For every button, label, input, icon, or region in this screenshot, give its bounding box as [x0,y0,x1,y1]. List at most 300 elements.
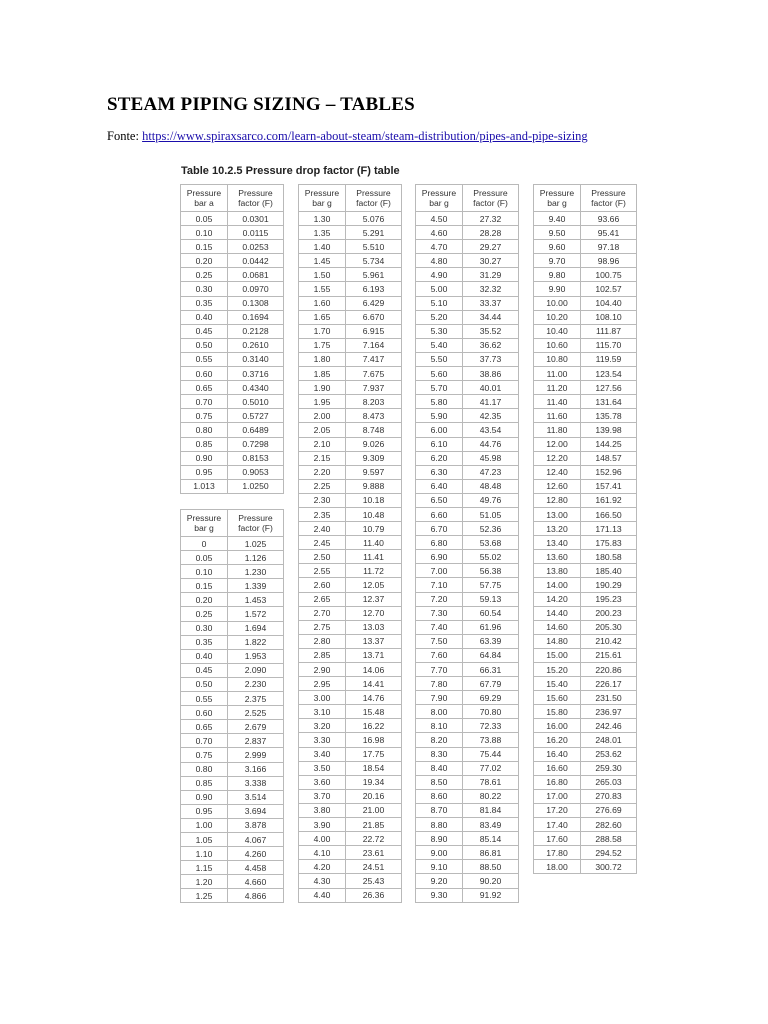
factor-cell: 13.71 [346,648,402,662]
table-row [534,803,637,817]
table-row [299,846,402,860]
table-row [534,395,637,409]
table-row [534,677,637,691]
factor-cell: 2.375 [228,692,284,706]
table-row [181,212,284,226]
table-row [534,226,637,240]
table-row [534,254,637,268]
pressure-cell: 2.90 [299,663,346,677]
factor-cell: 21.00 [346,803,402,817]
table-row [181,720,284,734]
table-row [534,536,637,550]
pressure-cell: 6.70 [416,522,463,536]
table-header-row [299,185,402,212]
table-row [416,888,519,902]
pressure-cell: 2.80 [299,634,346,648]
factor-cell: 282.60 [581,818,637,832]
factor-cell: 1.694 [228,621,284,635]
pressure-cell: 10.40 [534,324,581,338]
table-row [181,734,284,748]
pressure-cell: 9.80 [534,268,581,282]
factor-cell: 0.3716 [228,367,284,381]
table-row [534,324,637,338]
table-row [416,226,519,240]
header-pressure-factor: Pressure factor (F) [228,185,284,212]
pressure-cell: 0.75 [181,409,228,423]
factor-cell: 37.73 [463,352,519,366]
table-row [299,536,402,550]
table-row [416,761,519,775]
pressure-cell: 6.90 [416,550,463,564]
pressure-cell: 0.80 [181,762,228,776]
pressure-cell: 9.50 [534,226,581,240]
table-row [181,395,284,409]
table-row [181,621,284,635]
factor-cell: 3.878 [228,818,284,832]
pressure-cell: 2.60 [299,578,346,592]
pressure-cell: 0 [181,537,228,551]
pressure-cell: 5.60 [416,367,463,381]
pressure-cell: 0.05 [181,212,228,226]
pressure-cell: 10.80 [534,352,581,366]
factor-cell: 171.13 [581,522,637,536]
header-pressure: Pressure bar g [181,510,228,537]
table-row [416,282,519,296]
table-row [534,493,637,507]
table-row [299,747,402,761]
pressure-cell: 13.80 [534,564,581,578]
pressure-cell: 12.00 [534,437,581,451]
factor-cell: 226.17 [581,677,637,691]
pressure-cell: 0.10 [181,226,228,240]
pressure-cell: 9.10 [416,860,463,874]
factor-cell: 180.58 [581,550,637,564]
pressure-cell: 1.25 [181,889,228,903]
factor-cell: 5.291 [346,226,402,240]
factor-cell: 4.067 [228,832,284,846]
pressure-cell: 2.30 [299,493,346,507]
pressure-cell: 10.60 [534,338,581,352]
pressure-cell: 9.70 [534,254,581,268]
table-row [416,846,519,860]
pressure-table-bar-g-1 [180,509,284,903]
factor-cell: 4.458 [228,861,284,875]
table-row [299,465,402,479]
pressure-cell: 11.40 [534,395,581,409]
pressure-cell: 12.40 [534,465,581,479]
factor-cell: 102.57 [581,282,637,296]
pressure-cell: 16.40 [534,747,581,761]
pressure-cell: 3.90 [299,818,346,832]
table-row [299,691,402,705]
table-row [181,607,284,621]
pressure-cell: 1.10 [181,847,228,861]
factor-cell: 6.193 [346,282,402,296]
factor-cell: 7.675 [346,367,402,381]
table-row [416,705,519,719]
factor-cell: 85.14 [463,832,519,846]
pressure-table-bar-g-3 [415,184,519,903]
factor-cell: 61.96 [463,620,519,634]
factor-cell: 86.81 [463,846,519,860]
table-row [299,775,402,789]
table-row [181,296,284,310]
table-header-row [181,510,284,537]
pressure-cell: 7.70 [416,663,463,677]
pressure-cell: 7.00 [416,564,463,578]
table-row [416,437,519,451]
table-row [299,296,402,310]
pressure-cell: 8.80 [416,818,463,832]
factor-cell: 75.44 [463,747,519,761]
factor-cell: 5.510 [346,240,402,254]
table-row [416,606,519,620]
pressure-cell: 14.80 [534,634,581,648]
pressure-cell: 5.90 [416,409,463,423]
table-row [534,296,637,310]
pressure-cell: 17.00 [534,789,581,803]
factor-cell: 12.37 [346,592,402,606]
pressure-cell: 5.40 [416,338,463,352]
table-row [299,761,402,775]
pressure-cell: 5.00 [416,282,463,296]
table-row [534,310,637,324]
factor-cell: 31.29 [463,268,519,282]
factor-cell: 0.5727 [228,409,284,423]
table-row [534,761,637,775]
factor-cell: 11.41 [346,550,402,564]
table-row [299,479,402,493]
pressure-cell: 9.90 [534,282,581,296]
factor-cell: 25.43 [346,874,402,888]
pressure-cell: 8.90 [416,832,463,846]
table-row [299,324,402,338]
factor-cell: 21.85 [346,818,402,832]
pressure-table-bar-g-2 [298,184,402,903]
pressure-cell: 14.40 [534,606,581,620]
table-row [299,592,402,606]
table-row [416,803,519,817]
pressure-cell: 15.20 [534,663,581,677]
pressure-cell: 0.65 [181,720,228,734]
table-row [534,409,637,423]
pressure-cell: 17.40 [534,818,581,832]
pressure-cell: 16.60 [534,761,581,775]
pressure-cell: 9.00 [416,846,463,860]
pressure-cell: 5.30 [416,324,463,338]
factor-cell: 11.40 [346,536,402,550]
table-row [299,381,402,395]
factor-cell: 8.748 [346,423,402,437]
pressure-cell: 0.75 [181,748,228,762]
pressure-cell: 9.20 [416,874,463,888]
pressure-cell: 0.70 [181,395,228,409]
pressure-cell: 0.35 [181,635,228,649]
pressure-cell: 0.25 [181,268,228,282]
factor-cell: 9.309 [346,451,402,465]
table-row [299,423,402,437]
table-row [299,874,402,888]
factor-cell: 1.822 [228,635,284,649]
source-label: Fonte: [107,129,143,143]
pressure-cell: 1.40 [299,240,346,254]
table-row [534,381,637,395]
pressure-cell: 7.60 [416,648,463,662]
table-row [299,832,402,846]
pressure-cell: 8.20 [416,733,463,747]
table-row [416,367,519,381]
table-row [416,719,519,733]
pressure-cell: 3.20 [299,719,346,733]
table-row [299,338,402,352]
pressure-cell: 2.85 [299,648,346,662]
factor-cell: 13.03 [346,620,402,634]
table-row [299,564,402,578]
table-row [299,310,402,324]
factor-cell: 205.30 [581,620,637,634]
factor-cell: 139.98 [581,423,637,437]
pressure-cell: 1.50 [299,268,346,282]
pressure-cell: 0.60 [181,706,228,720]
factor-cell: 88.50 [463,860,519,874]
table-row [534,705,637,719]
pressure-cell: 9.40 [534,212,581,226]
pressure-cell: 2.75 [299,620,346,634]
pressure-cell: 1.15 [181,861,228,875]
pressure-cell: 4.50 [416,212,463,226]
table-row [181,465,284,479]
pressure-cell: 6.00 [416,423,463,437]
table-row [181,565,284,579]
factor-cell: 2.837 [228,734,284,748]
table-row [181,861,284,875]
pressure-cell: 7.80 [416,677,463,691]
pressure-cell: 8.00 [416,705,463,719]
factor-cell: 135.78 [581,409,637,423]
table-row [299,240,402,254]
table-row [299,719,402,733]
table-row [181,804,284,818]
table-row [534,423,637,437]
table-row [534,564,637,578]
pressure-cell: 1.70 [299,324,346,338]
factor-cell: 53.68 [463,536,519,550]
factor-cell: 0.9053 [228,465,284,479]
factor-cell: 70.80 [463,705,519,719]
factor-cell: 5.961 [346,268,402,282]
factor-cell: 66.31 [463,663,519,677]
source-link[interactable]: https://www.spiraxsarco.com/learn-about-steam/steam-distribution/pipes-and-pipe-sizing [142,129,588,143]
pressure-cell: 5.70 [416,381,463,395]
factor-cell: 93.66 [581,212,637,226]
pressure-cell: 0.10 [181,565,228,579]
table-row [416,338,519,352]
pressure-cell: 2.45 [299,536,346,550]
factor-cell: 152.96 [581,465,637,479]
pressure-cell: 2.50 [299,550,346,564]
table-row [534,719,637,733]
table-row [181,677,284,691]
factor-cell: 52.36 [463,522,519,536]
table-row [534,465,637,479]
pressure-cell: 2.25 [299,479,346,493]
table-row [534,352,637,366]
pressure-cell: 0.05 [181,551,228,565]
table-row [416,409,519,423]
pressure-cell: 1.55 [299,282,346,296]
table-row [416,310,519,324]
table-row [416,395,519,409]
table-caption: Table 10.2.5 Pressure drop factor (F) table [181,165,400,177]
table-row [299,789,402,803]
pressure-cell: 8.70 [416,803,463,817]
table-row [416,479,519,493]
factor-cell: 248.01 [581,733,637,747]
table-row [181,593,284,607]
factor-cell: 72.33 [463,719,519,733]
factor-cell: 236.97 [581,705,637,719]
factor-cell: 123.54 [581,367,637,381]
pressure-cell: 13.20 [534,522,581,536]
factor-cell: 6.670 [346,310,402,324]
pressure-cell: 17.20 [534,803,581,817]
factor-cell: 0.0301 [228,212,284,226]
pressure-cell: 0.90 [181,451,228,465]
pressure-cell: 0.95 [181,465,228,479]
table-row [181,338,284,352]
table-row [181,254,284,268]
pressure-cell: 14.60 [534,620,581,634]
pressure-cell: 4.60 [416,226,463,240]
pressure-cell: 1.90 [299,381,346,395]
table-row [534,592,637,606]
pressure-cell: 11.60 [534,409,581,423]
factor-cell: 18.54 [346,761,402,775]
pressure-cell: 2.00 [299,409,346,423]
factor-cell: 0.0970 [228,282,284,296]
factor-cell: 49.76 [463,493,519,507]
pressure-cell: 0.35 [181,296,228,310]
pressure-cell: 0.70 [181,734,228,748]
table-row [534,789,637,803]
factor-cell: 57.75 [463,578,519,592]
pressure-cell: 8.60 [416,789,463,803]
table-row [299,437,402,451]
table-row [181,847,284,861]
table-row [181,748,284,762]
factor-cell: 0.0442 [228,254,284,268]
pressure-cell: 3.50 [299,761,346,775]
page-title: STEAM PIPING SIZING – TABLES [107,94,415,115]
factor-cell: 1.126 [228,551,284,565]
table-row [534,578,637,592]
factor-cell: 90.20 [463,874,519,888]
factor-cell: 24.51 [346,860,402,874]
table-row [534,648,637,662]
pressure-cell: 3.30 [299,733,346,747]
factor-cell: 2.090 [228,663,284,677]
table-row [534,733,637,747]
table-row [416,465,519,479]
factor-cell: 288.58 [581,832,637,846]
pressure-cell: 7.50 [416,634,463,648]
factor-cell: 300.72 [581,860,637,874]
table-row [416,352,519,366]
table-row [299,226,402,240]
factor-cell: 1.230 [228,565,284,579]
table-row [299,451,402,465]
factor-cell: 27.32 [463,212,519,226]
factor-cell: 270.83 [581,789,637,803]
table-row [416,550,519,564]
table-row [299,606,402,620]
table-row [534,507,637,521]
table-row [299,395,402,409]
table-row [299,578,402,592]
factor-cell: 12.05 [346,578,402,592]
table-row [181,762,284,776]
factor-cell: 0.6489 [228,423,284,437]
table-row [299,550,402,564]
table-row [416,733,519,747]
table-row [181,635,284,649]
table-row [299,888,402,902]
factor-cell: 23.61 [346,846,402,860]
pressure-cell: 16.80 [534,775,581,789]
pressure-cell: 1.45 [299,254,346,268]
pressure-cell: 0.15 [181,579,228,593]
factor-cell: 28.28 [463,226,519,240]
table-row [299,282,402,296]
pressure-cell: 1.95 [299,395,346,409]
pressure-cell: 2.40 [299,522,346,536]
factor-cell: 0.1694 [228,310,284,324]
factor-cell: 95.41 [581,226,637,240]
pressure-cell: 2.20 [299,465,346,479]
pressure-cell: 1.20 [181,875,228,889]
factor-cell: 10.48 [346,507,402,521]
factor-cell: 33.37 [463,296,519,310]
header-pressure: Pressure bar g [299,185,346,212]
table-row [299,648,402,662]
factor-cell: 0.5010 [228,395,284,409]
factor-cell: 67.79 [463,677,519,691]
pressure-cell: 1.65 [299,310,346,324]
pressure-cell: 6.80 [416,536,463,550]
pressure-cell: 15.60 [534,691,581,705]
factor-cell: 0.0253 [228,240,284,254]
factor-cell: 1.953 [228,649,284,663]
table-row [181,776,284,790]
pressure-cell: 0.65 [181,381,228,395]
table-row [416,663,519,677]
factor-cell: 259.30 [581,761,637,775]
pressure-cell: 2.70 [299,606,346,620]
factor-cell: 100.75 [581,268,637,282]
table-row [299,352,402,366]
factor-cell: 0.2128 [228,324,284,338]
pressure-cell: 7.20 [416,592,463,606]
table-row [534,268,637,282]
factor-cell: 0.3140 [228,352,284,366]
pressure-cell: 9.30 [416,888,463,902]
table-row [299,268,402,282]
pressure-cell: 1.30 [299,212,346,226]
factor-cell: 253.62 [581,747,637,761]
pressure-cell: 5.80 [416,395,463,409]
table-row [534,775,637,789]
table-row [416,381,519,395]
